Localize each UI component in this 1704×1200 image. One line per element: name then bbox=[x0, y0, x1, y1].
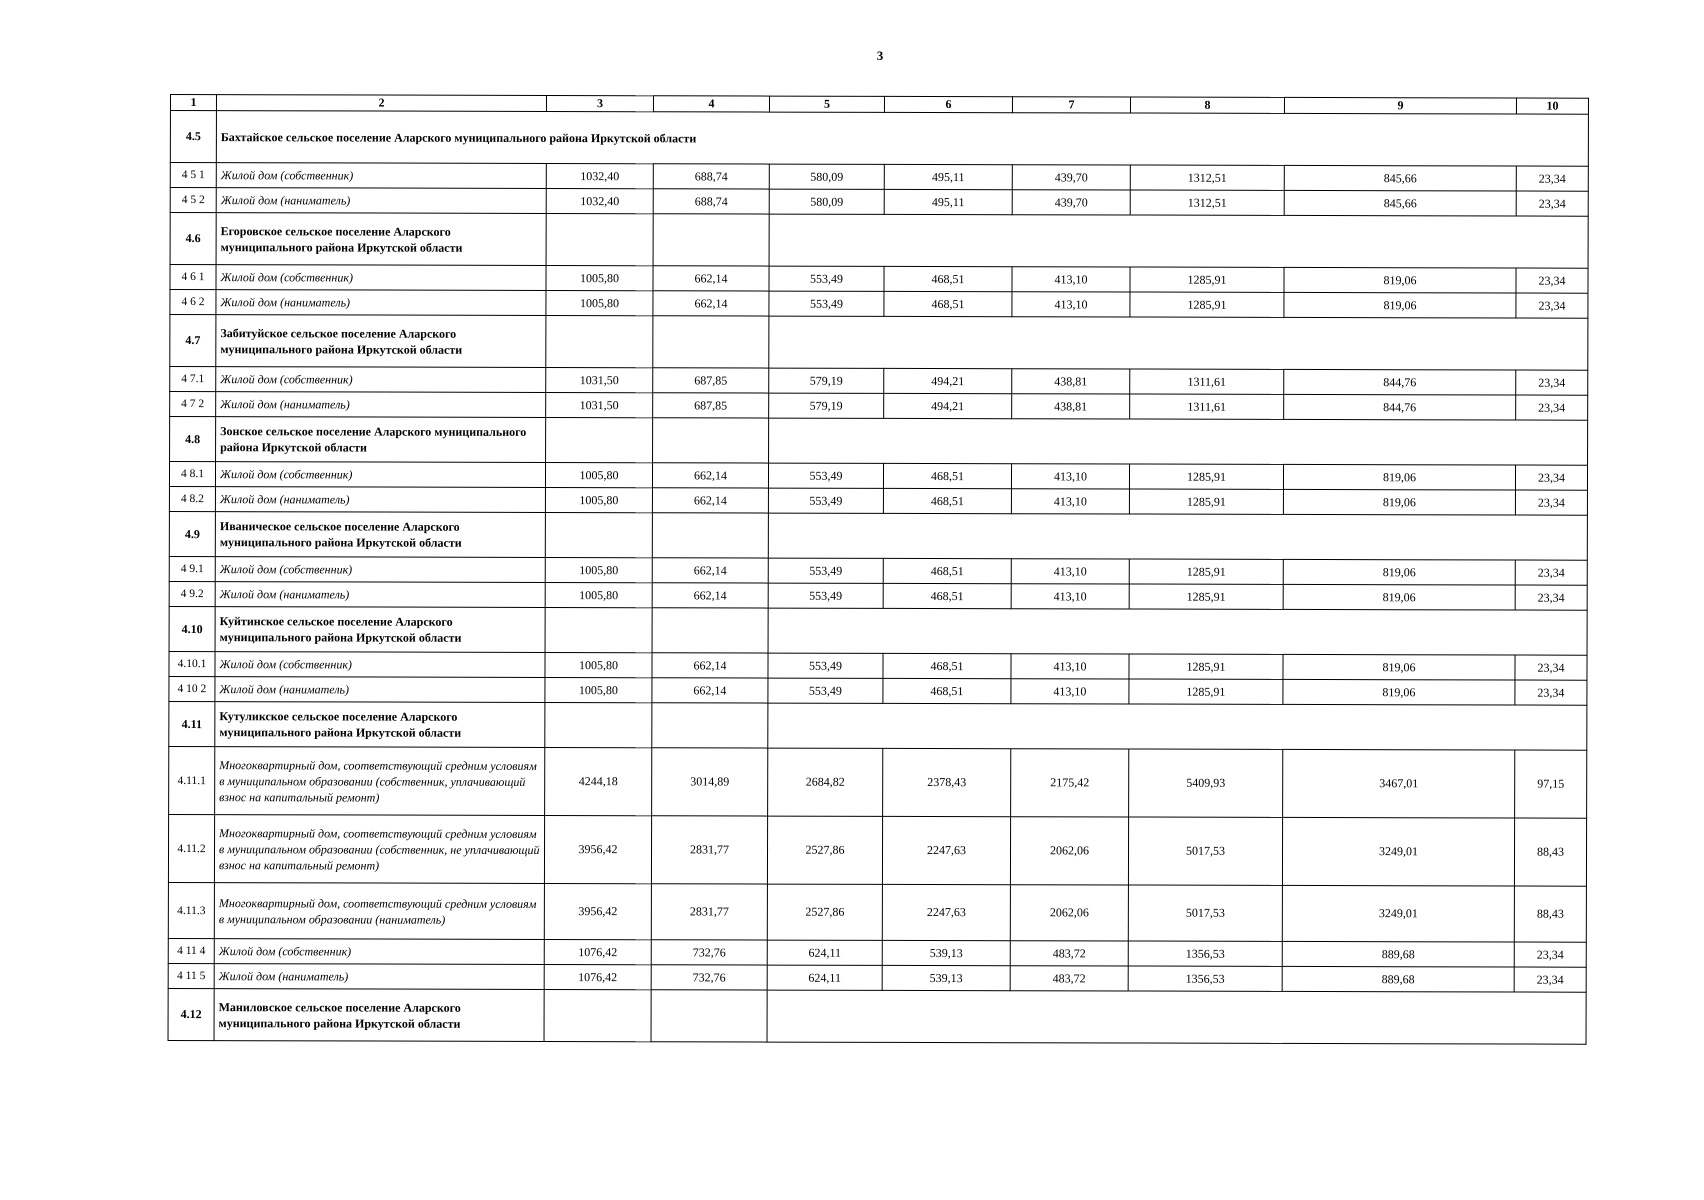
table-row bbox=[168, 814, 1586, 886]
value-cell: 624,11 bbox=[767, 965, 882, 990]
value-cell: 2062,06 bbox=[1010, 885, 1128, 941]
value-cell: 88,43 bbox=[1514, 818, 1586, 886]
row-index: 4.11.1 bbox=[169, 746, 215, 814]
empty-cell bbox=[652, 703, 768, 748]
row-index: 4 5 1 bbox=[170, 163, 216, 188]
table-row bbox=[170, 290, 1588, 319]
row-index: 4.11.2 bbox=[168, 814, 214, 882]
section-name: Зонское сельское поселение Аларского муниципального района Иркутской области bbox=[216, 417, 546, 463]
value-cell: 1356,53 bbox=[1128, 941, 1282, 966]
table-row bbox=[170, 188, 1588, 217]
value-cell: 662,14 bbox=[652, 463, 768, 488]
value-cell: 819,06 bbox=[1283, 464, 1515, 490]
section-name: Егоровское сельское поселение Аларского муниципального района Иркутской области bbox=[216, 213, 546, 266]
value-cell: 468,51 bbox=[884, 266, 1012, 291]
value-cell: 2684,82 bbox=[768, 748, 883, 816]
column-header: 2 bbox=[216, 95, 546, 112]
value-cell: 413,10 bbox=[1012, 267, 1130, 292]
value-cell: 819,06 bbox=[1283, 679, 1515, 705]
row-index: 4 10 2 bbox=[169, 676, 215, 701]
table-row bbox=[169, 651, 1587, 680]
row-name: Жилой дом (собственник) bbox=[215, 652, 545, 678]
value-cell: 579,19 bbox=[769, 368, 884, 393]
value-cell: 1311,61 bbox=[1130, 369, 1284, 394]
row-index: 4.11.3 bbox=[168, 882, 214, 938]
section-row bbox=[170, 213, 1588, 269]
value-cell: 2062,06 bbox=[1010, 817, 1128, 885]
value-cell: 23,34 bbox=[1516, 293, 1588, 318]
value-cell: 553,49 bbox=[769, 291, 884, 316]
table-row bbox=[169, 556, 1587, 585]
value-cell: 2831,77 bbox=[651, 884, 767, 940]
column-header: 8 bbox=[1130, 97, 1284, 113]
value-cell: 1005,80 bbox=[545, 582, 652, 607]
empty-cell bbox=[651, 990, 767, 1042]
value-cell: 23,34 bbox=[1516, 268, 1588, 293]
value-cell: 662,14 bbox=[653, 291, 769, 316]
column-header: 9 bbox=[1284, 97, 1516, 114]
empty-cell bbox=[653, 214, 769, 266]
value-cell: 1285,91 bbox=[1129, 489, 1283, 514]
table-body bbox=[168, 95, 1588, 1045]
value-cell: 2831,77 bbox=[651, 816, 767, 884]
row-index: 4 11 5 bbox=[168, 963, 214, 988]
empty-cell bbox=[545, 607, 652, 652]
empty-cell bbox=[546, 315, 653, 367]
value-cell: 1285,91 bbox=[1130, 267, 1284, 292]
value-cell: 3249,01 bbox=[1282, 885, 1514, 942]
column-header: 1 bbox=[170, 95, 216, 111]
empty-cell bbox=[653, 418, 769, 463]
value-cell: 23,34 bbox=[1516, 370, 1588, 395]
value-cell: 494,21 bbox=[884, 393, 1012, 418]
tariff-table bbox=[168, 94, 1589, 1045]
value-cell: 732,76 bbox=[651, 965, 767, 990]
value-cell: 1285,91 bbox=[1129, 559, 1283, 584]
row-name: Жилой дом (собственник) bbox=[214, 939, 544, 965]
value-cell: 1356,53 bbox=[1128, 966, 1282, 991]
value-cell: 1005,80 bbox=[546, 265, 653, 290]
value-cell: 23,34 bbox=[1515, 585, 1587, 610]
section-row bbox=[170, 417, 1588, 466]
row-index: 4 8.2 bbox=[169, 486, 215, 511]
table-row bbox=[168, 963, 1586, 992]
value-cell: 889,68 bbox=[1282, 941, 1514, 967]
value-cell: 1005,80 bbox=[545, 462, 652, 487]
value-cell: 1031,50 bbox=[546, 367, 653, 392]
column-header: 10 bbox=[1516, 98, 1588, 114]
empty-cell bbox=[769, 214, 1588, 268]
row-index: 4 9.1 bbox=[169, 556, 215, 581]
value-cell: 1005,80 bbox=[545, 557, 652, 582]
row-index: 4.10.1 bbox=[169, 651, 215, 676]
row-name: Жилой дом (наниматель) bbox=[214, 964, 544, 990]
value-cell: 539,13 bbox=[882, 940, 1010, 965]
empty-cell bbox=[546, 417, 653, 462]
value-cell: 3956,42 bbox=[544, 883, 651, 939]
value-cell: 468,51 bbox=[883, 488, 1011, 513]
row-index: 4 9.2 bbox=[169, 581, 215, 606]
section-index: 4.6 bbox=[170, 213, 216, 265]
section-row bbox=[169, 511, 1587, 560]
value-cell: 539,13 bbox=[882, 965, 1010, 990]
value-cell: 819,06 bbox=[1283, 489, 1515, 515]
column-header: 3 bbox=[546, 95, 653, 111]
empty-cell bbox=[768, 513, 1587, 560]
value-cell: 413,10 bbox=[1011, 654, 1129, 679]
value-cell: 494,21 bbox=[884, 368, 1012, 393]
row-name: Многоквартирный дом, соответствующий средним условиям в муниципальном образовании (собственник, не уплачивающий взнос на капитальный ремонт) bbox=[214, 815, 544, 884]
row-name: Жилой дом (собственник) bbox=[216, 265, 546, 291]
value-cell: 687,85 bbox=[653, 393, 769, 418]
section-name: Куйтинское сельское поселение Аларского муниципального района Иркутской области bbox=[215, 607, 545, 653]
value-cell: 662,14 bbox=[652, 653, 768, 678]
value-cell: 687,85 bbox=[653, 368, 769, 393]
column-header: 4 bbox=[653, 96, 769, 112]
value-cell: 413,10 bbox=[1011, 584, 1129, 609]
row-name: Жилой дом (собственник) bbox=[215, 462, 545, 488]
value-cell: 1285,91 bbox=[1129, 654, 1283, 679]
value-cell: 688,74 bbox=[653, 164, 769, 189]
empty-cell bbox=[652, 513, 768, 558]
value-cell: 553,49 bbox=[768, 488, 883, 513]
value-cell: 1005,80 bbox=[545, 487, 652, 512]
row-name: Жилой дом (собственник) bbox=[216, 367, 546, 393]
value-cell: 2247,63 bbox=[882, 884, 1010, 940]
value-cell: 553,49 bbox=[768, 463, 883, 488]
page-number: 3 bbox=[876, 48, 884, 63]
value-cell: 662,14 bbox=[652, 583, 768, 608]
table-row bbox=[169, 676, 1587, 705]
value-cell: 468,51 bbox=[883, 678, 1011, 703]
value-cell: 553,49 bbox=[768, 653, 883, 678]
value-cell: 819,06 bbox=[1284, 292, 1516, 318]
section-name: Кутуликское сельское поселение Аларского муниципального района Иркутской области bbox=[215, 702, 545, 748]
table-row bbox=[170, 265, 1588, 294]
value-cell: 1032,40 bbox=[546, 163, 653, 188]
table-row bbox=[170, 367, 1588, 396]
value-cell: 483,72 bbox=[1010, 966, 1128, 991]
value-cell: 23,34 bbox=[1516, 166, 1588, 191]
empty-cell bbox=[769, 418, 1588, 465]
value-cell: 553,49 bbox=[768, 678, 883, 703]
value-cell: 2175,42 bbox=[1011, 749, 1129, 817]
section-row bbox=[170, 315, 1588, 371]
value-cell: 483,72 bbox=[1010, 941, 1128, 966]
value-cell: 5017,53 bbox=[1128, 885, 1282, 941]
row-name: Жилой дом (собственник) bbox=[215, 557, 545, 583]
value-cell: 23,34 bbox=[1515, 465, 1587, 490]
table-row bbox=[169, 746, 1587, 818]
table-row bbox=[170, 163, 1588, 192]
section-index: 4.12 bbox=[168, 988, 214, 1040]
empty-cell bbox=[544, 989, 651, 1041]
value-cell: 23,34 bbox=[1515, 655, 1587, 680]
value-cell: 413,10 bbox=[1011, 464, 1129, 489]
value-cell: 889,68 bbox=[1282, 966, 1514, 992]
table-row bbox=[169, 462, 1587, 491]
value-cell: 844,76 bbox=[1284, 394, 1516, 420]
section-name: Маниловское сельское поселение Аларского муниципального района Иркутской области bbox=[214, 989, 544, 1042]
row-name: Жилой дом (наниматель) bbox=[216, 188, 546, 214]
empty-cell bbox=[545, 512, 652, 557]
value-cell: 413,10 bbox=[1011, 679, 1129, 704]
value-cell: 819,06 bbox=[1284, 267, 1516, 293]
table-row bbox=[170, 392, 1588, 421]
empty-cell bbox=[653, 316, 769, 368]
value-cell: 23,34 bbox=[1515, 560, 1587, 585]
value-cell: 1005,80 bbox=[545, 677, 652, 702]
value-cell: 23,34 bbox=[1516, 395, 1588, 420]
column-header: 5 bbox=[769, 96, 884, 112]
value-cell: 23,34 bbox=[1515, 490, 1587, 515]
empty-cell bbox=[769, 316, 1588, 370]
value-cell: 438,81 bbox=[1012, 369, 1130, 394]
value-cell: 1005,80 bbox=[545, 652, 652, 677]
empty-cell bbox=[546, 213, 653, 265]
value-cell: 1032,40 bbox=[546, 188, 653, 213]
value-cell: 1076,42 bbox=[544, 939, 651, 964]
value-cell: 662,14 bbox=[652, 488, 768, 513]
section-index: 4.9 bbox=[169, 511, 215, 556]
column-header: 6 bbox=[884, 96, 1012, 112]
table-row bbox=[169, 581, 1587, 610]
value-cell: 468,51 bbox=[884, 291, 1012, 316]
value-cell: 1285,91 bbox=[1129, 584, 1283, 609]
row-name: Жилой дом (наниматель) bbox=[215, 487, 545, 513]
value-cell: 1312,51 bbox=[1130, 190, 1284, 215]
value-cell: 23,34 bbox=[1514, 967, 1586, 992]
table-row bbox=[168, 938, 1586, 967]
value-cell: 1312,51 bbox=[1130, 165, 1284, 190]
empty-cell bbox=[652, 608, 768, 653]
section-row bbox=[169, 701, 1587, 750]
section-row bbox=[168, 988, 1586, 1044]
row-index: 4 5 2 bbox=[170, 188, 216, 213]
value-cell: 844,76 bbox=[1284, 369, 1516, 395]
value-cell: 97,15 bbox=[1515, 750, 1587, 818]
value-cell: 439,70 bbox=[1012, 190, 1130, 215]
row-name: Жилой дом (наниматель) bbox=[215, 582, 545, 608]
value-cell: 495,11 bbox=[884, 189, 1012, 214]
value-cell: 624,11 bbox=[767, 940, 882, 965]
value-cell: 495,11 bbox=[884, 164, 1012, 189]
section-name: Иваническое сельское поселение Аларского муниципального района Иркутской области bbox=[215, 512, 545, 558]
section-index: 4.7 bbox=[170, 315, 216, 367]
value-cell: 579,19 bbox=[769, 393, 884, 418]
value-cell: 2527,86 bbox=[767, 884, 882, 940]
value-cell: 468,51 bbox=[883, 583, 1011, 608]
value-cell: 438,81 bbox=[1012, 394, 1130, 419]
table-row bbox=[168, 882, 1586, 942]
value-cell: 580,09 bbox=[769, 189, 884, 214]
section-index: 4.11 bbox=[169, 701, 215, 746]
value-cell: 662,14 bbox=[653, 266, 769, 291]
row-name: Многоквартирный дом, соответствующий средним условиям в муниципальном образовании (наниматель) bbox=[214, 883, 544, 940]
value-cell: 413,10 bbox=[1011, 559, 1129, 584]
value-cell: 732,76 bbox=[651, 940, 767, 965]
value-cell: 1285,91 bbox=[1129, 679, 1283, 704]
value-cell: 5017,53 bbox=[1128, 817, 1282, 885]
value-cell: 2527,86 bbox=[767, 816, 882, 884]
value-cell: 23,34 bbox=[1514, 942, 1586, 967]
value-cell: 468,51 bbox=[883, 653, 1011, 678]
section-name: Бахтайское сельское поселение Аларского муниципального района Иркутской области bbox=[216, 111, 1588, 167]
value-cell: 413,10 bbox=[1011, 489, 1129, 514]
column-header: 7 bbox=[1012, 97, 1130, 113]
row-index: 4 7.1 bbox=[170, 367, 216, 392]
row-name: Жилой дом (наниматель) bbox=[215, 677, 545, 703]
value-cell: 845,66 bbox=[1284, 165, 1516, 191]
value-cell: 662,14 bbox=[652, 678, 768, 703]
value-cell: 3956,42 bbox=[544, 815, 651, 883]
row-index: 4 11 4 bbox=[168, 938, 214, 963]
value-cell: 2378,43 bbox=[883, 748, 1011, 816]
value-cell: 688,74 bbox=[653, 189, 769, 214]
row-index: 4 8.1 bbox=[169, 462, 215, 487]
row-name: Жилой дом (наниматель) bbox=[216, 392, 546, 418]
value-cell: 88,43 bbox=[1514, 886, 1586, 942]
section-index: 4.10 bbox=[169, 606, 215, 651]
value-cell: 1285,91 bbox=[1130, 292, 1284, 317]
row-index: 4 6 2 bbox=[170, 290, 216, 315]
value-cell: 2247,63 bbox=[882, 816, 1010, 884]
value-cell: 819,06 bbox=[1283, 654, 1515, 680]
row-name: Жилой дом (наниматель) bbox=[216, 290, 546, 316]
value-cell: 553,49 bbox=[768, 558, 883, 583]
section-index: 4.8 bbox=[170, 417, 216, 462]
value-cell: 23,34 bbox=[1516, 191, 1588, 216]
empty-cell bbox=[768, 703, 1587, 750]
value-cell: 3014,89 bbox=[652, 748, 768, 816]
section-row bbox=[170, 111, 1588, 167]
value-cell: 3249,01 bbox=[1282, 817, 1514, 886]
value-cell: 1031,50 bbox=[546, 392, 653, 417]
value-cell: 5409,93 bbox=[1129, 749, 1283, 817]
value-cell: 845,66 bbox=[1284, 190, 1516, 216]
value-cell: 4244,18 bbox=[545, 747, 652, 815]
value-cell: 468,51 bbox=[883, 558, 1011, 583]
value-cell: 439,70 bbox=[1012, 165, 1130, 190]
value-cell: 553,49 bbox=[769, 266, 884, 291]
value-cell: 553,49 bbox=[768, 583, 883, 608]
value-cell: 413,10 bbox=[1012, 292, 1130, 317]
value-cell: 1076,42 bbox=[544, 964, 651, 989]
section-row bbox=[169, 606, 1587, 655]
value-cell: 3467,01 bbox=[1283, 749, 1515, 818]
value-cell: 819,06 bbox=[1283, 559, 1515, 585]
value-cell: 1005,80 bbox=[546, 290, 653, 315]
value-cell: 1285,91 bbox=[1129, 464, 1283, 489]
row-name: Многоквартирный дом, соответствующий средним условиям в муниципальном образовании (собственник, уплачивающий взнос на капитальный ремонт) bbox=[215, 747, 545, 816]
empty-cell bbox=[545, 702, 652, 747]
value-cell: 819,06 bbox=[1283, 584, 1515, 610]
value-cell: 468,51 bbox=[883, 463, 1011, 488]
empty-cell bbox=[768, 608, 1587, 655]
value-cell: 580,09 bbox=[769, 164, 884, 189]
value-cell: 23,34 bbox=[1515, 680, 1587, 705]
row-name: Жилой дом (собственник) bbox=[216, 163, 546, 189]
section-index: 4.5 bbox=[170, 111, 216, 163]
section-name: Забитуйское сельское поселение Аларского муниципального района Иркутской области bbox=[216, 315, 546, 368]
row-index: 4 7 2 bbox=[170, 392, 216, 417]
value-cell: 1311,61 bbox=[1130, 394, 1284, 419]
row-index: 4 6 1 bbox=[170, 265, 216, 290]
empty-cell bbox=[767, 990, 1586, 1044]
table-row bbox=[169, 486, 1587, 515]
value-cell: 662,14 bbox=[652, 558, 768, 583]
